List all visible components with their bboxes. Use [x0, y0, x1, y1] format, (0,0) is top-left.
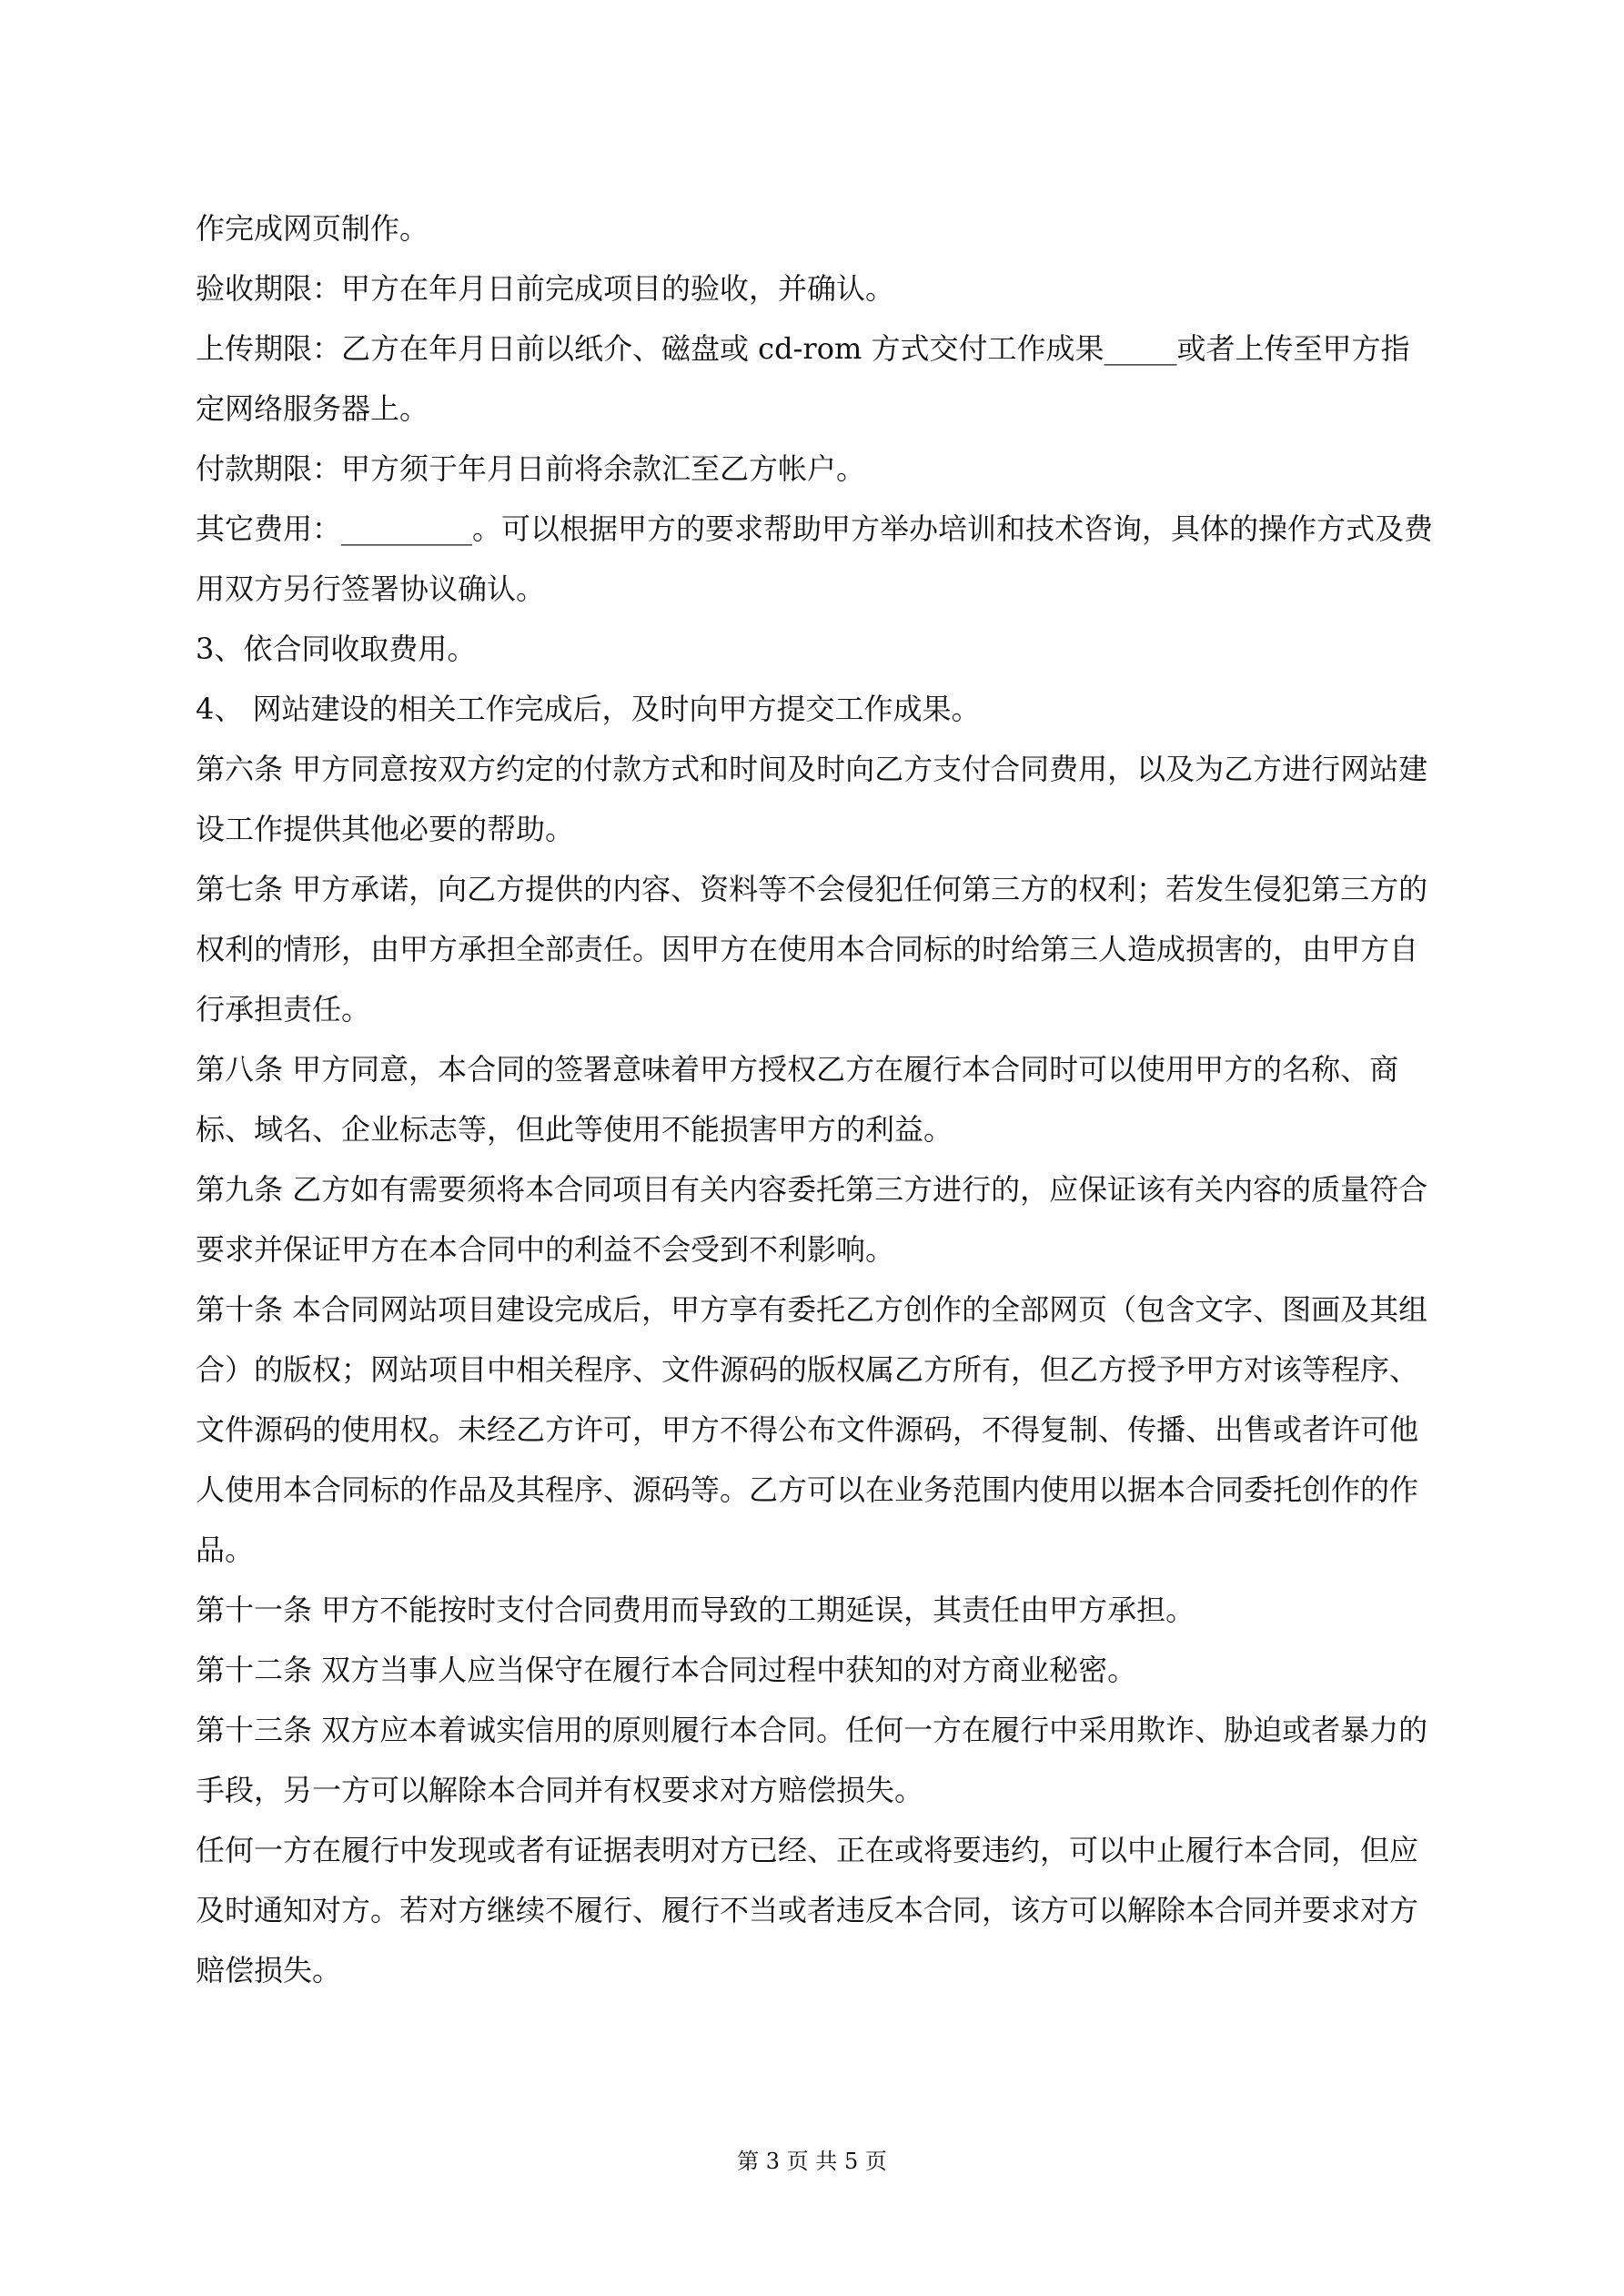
paragraph: 第十三条 双方应本着诚实信用的原则履行本合同。任何一方在履行中采用欺诈、胁迫或者暴力的手段，另一方可以解除本合同并有权要求对方赔偿损失。 [196, 1713, 1428, 1807]
paragraph: 第十二条 双方当事人应当保守在履行本合同过程中获知的对方商业秘密。 [196, 1653, 1137, 1687]
paragraph: 付款期限：甲方须于年月日前将余款汇至乙方帐户。 [196, 451, 866, 486]
paragraph: 3、依合同收取费用。 [196, 632, 477, 666]
page-number-footer: 第 3 页 共 5 页 [737, 2149, 887, 2174]
paragraph: 上传期限：乙方在年月日前以纸介、磁盘或 cd-rom 方式交付工作成果_____或者上传至甲方指定网络服务器上。 [196, 331, 1410, 426]
paragraph: 作完成网页制作。 [196, 211, 429, 246]
paragraph: 第九条 乙方如有需要须将本合同项目有关内容委托第三方进行的，应保证该有关内容的质量符合要求并保证甲方在本合同中的利益不会受到不利影响。 [196, 1172, 1428, 1267]
paragraph: 第十一条 甲方不能按时支付合同费用而导致的工期延误，其责任由甲方承担。 [196, 1593, 1195, 1627]
paragraph: 其它费用：_________。可以根据甲方的要求帮助甲方举办培训和技术咨询，具体的操作方式及费用双方另行签署协议确认。 [196, 511, 1434, 606]
paragraph: 第七条 甲方承诺，向乙方提供的内容、资料等不会侵犯任何第三方的权利；若发生侵犯第三方的权利的情形，由甲方承担全部责任。因甲方在使用本合同标的时给第三人造成损害的，由甲方自行承担责任。 [196, 872, 1428, 1027]
paragraph: 第六条 甲方同意按双方约定的付款方式和时间及时向乙方支付合同费用，以及为乙方进行网站建设工作提供其他必要的帮助。 [196, 752, 1428, 846]
paragraph: 第十条 本合同网站项目建设完成后，甲方享有委托乙方创作的全部网页（包含文字、图画及其组合）的版权；网站项目中相关程序、文件源码的版权属乙方所有，但乙方授予甲方对该等程序、文件源码的使用权。未经乙方许可，甲方不得公布文件源码，不得复制、传播、出售或者许可他人使用本合同标的作品及其程序、源码等。乙方可以在业务范围内使用以据本合同委托创作的作品。 [196, 1292, 1428, 1567]
paragraph: 验收期限：甲方在年月日前完成项目的验收，并确认。 [196, 271, 895, 306]
paragraph: 第八条 甲方同意，本合同的签署意味着甲方授权乙方在履行本合同时可以使用甲方的名称、商标、域名、企业标志等，但此等使用不能损害甲方的利益。 [196, 1052, 1399, 1147]
paragraph: 4、 网站建设的相关工作完成后，及时向甲方提交工作成果。 [196, 692, 981, 726]
document-body [196, 198, 1433, 2000]
paragraph: 任何一方在履行中发现或者有证据表明对方已经、正在或将要违约，可以中止履行本合同，但应及时通知对方。若对方继续不履行、履行不当或者违反本合同，该方可以解除本合同并要求对方赔偿损失。 [196, 1833, 1419, 1988]
